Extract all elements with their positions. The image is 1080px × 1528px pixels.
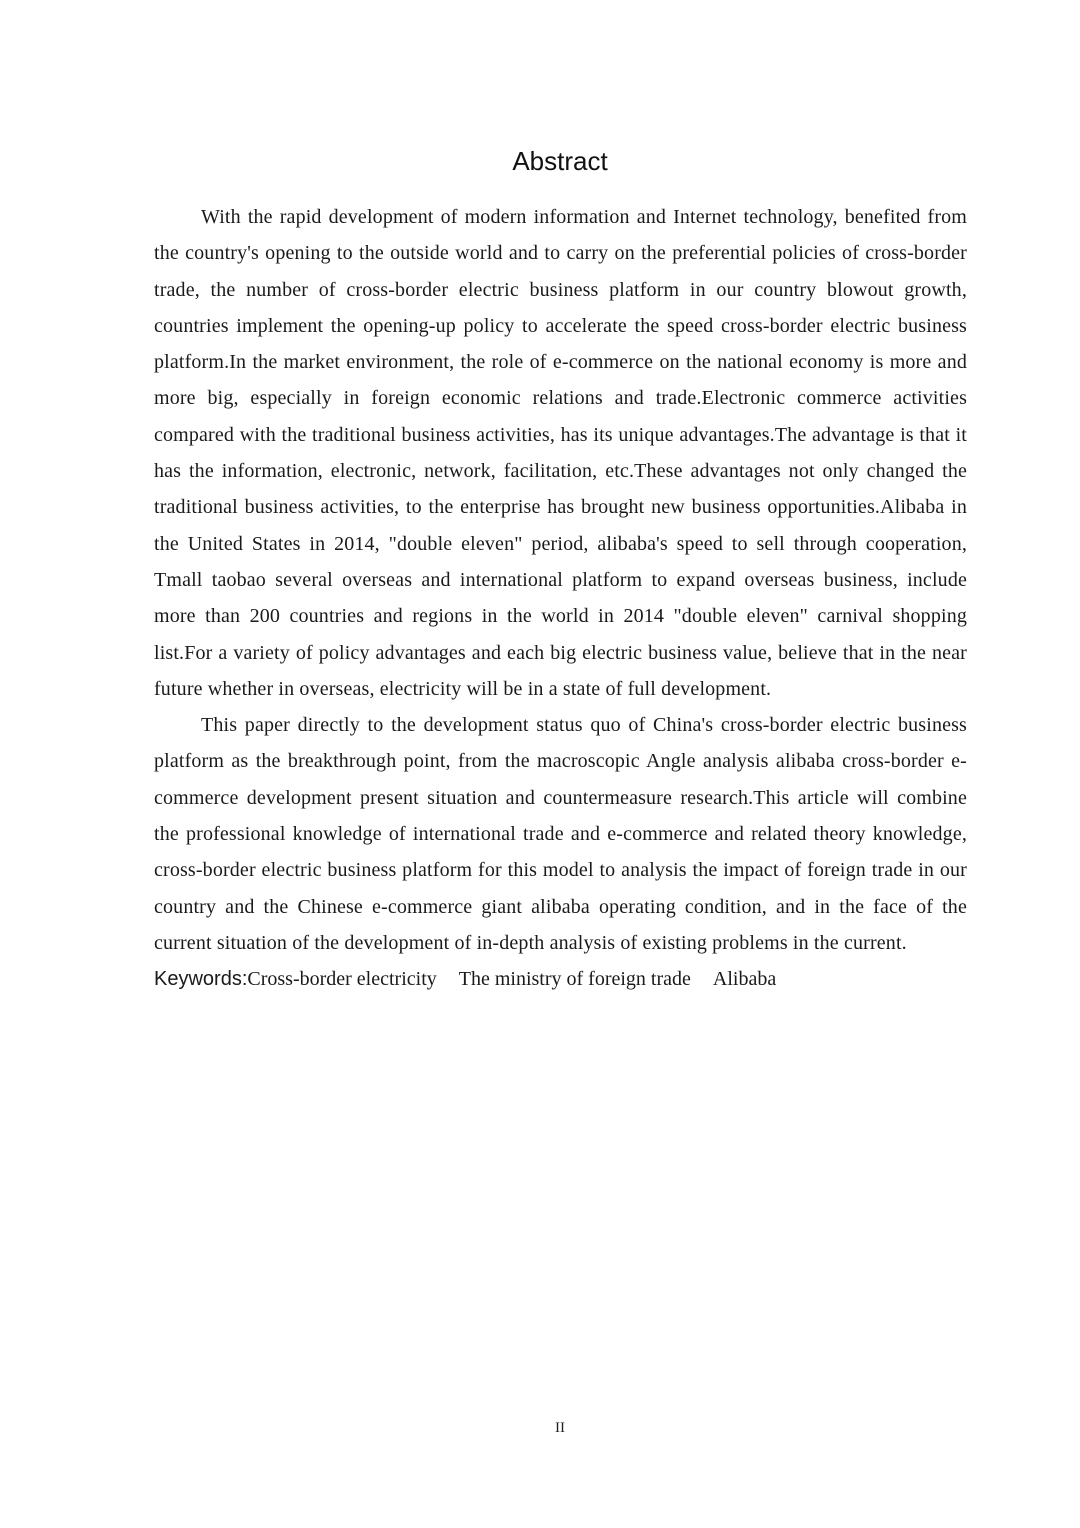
keyword-item: Alibaba	[712, 968, 777, 991]
page-number: II	[555, 1420, 565, 1436]
abstract-body	[154, 199, 967, 998]
abstract-title: Abstract	[512, 146, 608, 176]
keyword-item: The ministry of foreign trade	[458, 968, 691, 991]
keyword-item: Cross-border electricity	[247, 968, 437, 991]
abstract-paragraph-2: This paper directly to the development status quo of China's cross-border electric business platform as the breakthrough point, from the macroscopic Angle analysis alibaba cross-border e-commerce development present situation and countermeasure research.This article will combine the professional knowledge of international trade and e-commerce and related theory knowledge, cross-border electric business platform for this model to analysis the impact of foreign trade in our country and the Chinese e-commerce giant alibaba operating condition, and in the face of the current situation of the development of in-depth analysis of existing problems in the current.	[154, 714, 967, 954]
abstract-paragraph-1: With the rapid development of modern information and Internet technology, benefited from the country's opening to the outside world and to carry on the preferential policies of cross-border trade, the number of cross-border electric business platform in our country blowout growth, countries implement the opening-up policy to accelerate the speed cross-border electric business platform.In the market environment, the role of e-commerce on the national economy is more and more big, especially in foreign economic relations and trade.Electronic commerce activities compared with the traditional business activities, has its unique advantages.The advantage is that it has the information, electronic, network, facilitation, etc.These advantages not only changed the traditional business activities, to the enterprise has brought new business opportunities.Alibaba in the United States in 2014, "double eleven" period, alibaba's speed to sell through cooperation, Tmall taobao several overseas and international platform to expand overseas business, include more than 200 countries and regions in the world in 2014 "double eleven" carnival shopping list.For a variety of policy advantages and each big electric business value, believe that in the near future whether in overseas, electricity will be in a state of full development.	[154, 206, 967, 700]
keywords-label: Keywords:	[154, 968, 248, 991]
keywords-line	[154, 961, 967, 997]
